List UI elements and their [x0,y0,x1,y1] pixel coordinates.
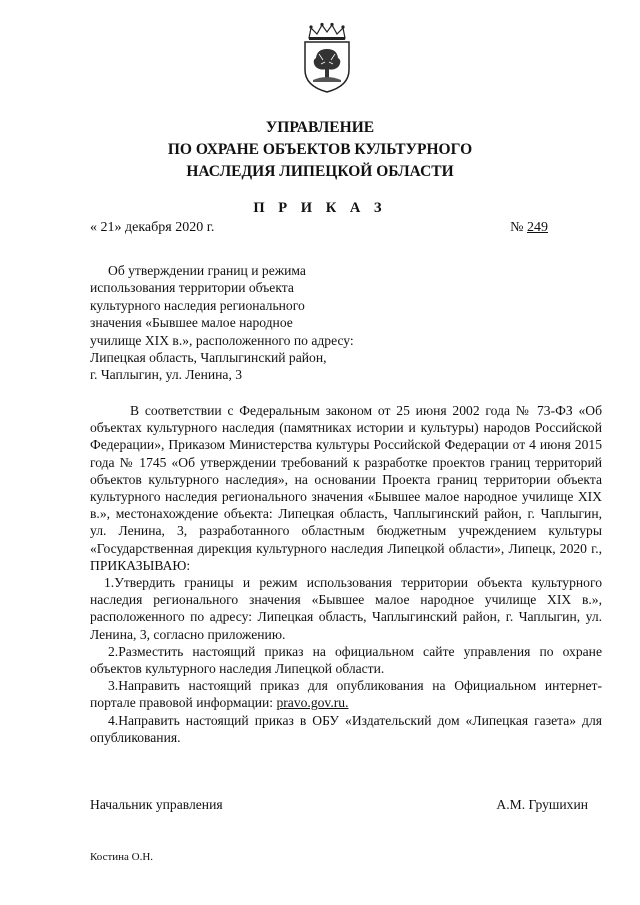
pravo-gov-link[interactable]: pravo.gov.ru. [276,695,349,711]
order-number-value: 249 [527,220,548,235]
order-item-1: 1.Утвердить границы и режим использования территории объекта культурного наследия регионального значения «Бывшее малое народное училище XIX в.», расположенного по адресу: Липецкая область, Чаплыгинский район, г. Чаплыгин, ул. Ленина, 3, согласно приложению. [90,575,602,642]
order-date-line [90,219,548,237]
order-item-3-text: 3.Направить настоящий приказ для опубликования на Официальном интернет-портале правовой информации: [90,678,602,711]
order-number-prefix: № [510,220,527,235]
department-header [0,117,640,183]
order-number [510,219,548,237]
subject-line: использования территории объекта [90,280,294,296]
subject-line: Об утверждении границ и режима [108,263,306,278]
subject-line: г. Чаплыгин, ул. Ленина, 3 [90,367,243,383]
subject-line: Липецкая область, Чаплыгинский район, [90,350,327,366]
subject-line: значения «Бывшее малое народное [90,315,293,331]
signatory-name: А.М. Грушихин [496,797,588,812]
order-item-2: 2.Разместить настоящий приказ на официальном сайте управления по охране объектов культурного наследия Липецкой области. [90,643,602,677]
header-line-2: ПО ОХРАНЕ ОБЪЕКТОВ КУЛЬТУРНОГО [167,141,473,158]
header-line-3: НАСЛЕДИЯ ЛИПЕЦКОЙ ОБЛАСТИ [186,163,454,180]
executor-name: Костина О.Н. [90,851,154,863]
signature-block [90,797,588,813]
order-date: « 21» декабря 2020 г. [90,220,215,235]
coat-of-arms-emblem [299,22,355,94]
order-subject [90,262,410,384]
header-line-1: УПРАВЛЕНИЕ [265,119,375,136]
signatory-position: Начальник управления [90,797,223,812]
order-item-3 [90,677,602,711]
subject-line: училище XIX в.», расположенного по адресу: [90,332,354,348]
order-title: П Р И К А З [253,200,387,216]
preamble-paragraph: В соответствии с Федеральным законом от 25 июня 2002 года № 73-ФЗ «Об объектах культурного наследия (памятниках истории и культуры) народов Российской Федерации», Приказом Министерства культуры Российской Федерации от 4 июня 2015 года № 1745 «Об утверждении требований к разработке проектов границ территорий объектов культурного наследия», на основании Проекта границ территории объекта культурного наследия регионального значения «Бывшее малое народное училище XIX в.», местонахождение объекта: Липецкая область, Чаплыгинский район, г. Чаплыгин, ул. Ленина, 3, разработанного областным бюджетным учреждением культуры «Государственная дирекция культурного наследия Липецкой области», Липецк, 2020 г., ПРИКАЗЫВАЮ: [90,403,602,573]
order-item-4: 4.Направить настоящий приказ в ОБУ «Издательский дом «Липецкая газета» для опубликования. [90,712,602,745]
order-body [90,402,602,746]
subject-line: культурного наследия регионального [90,297,305,313]
